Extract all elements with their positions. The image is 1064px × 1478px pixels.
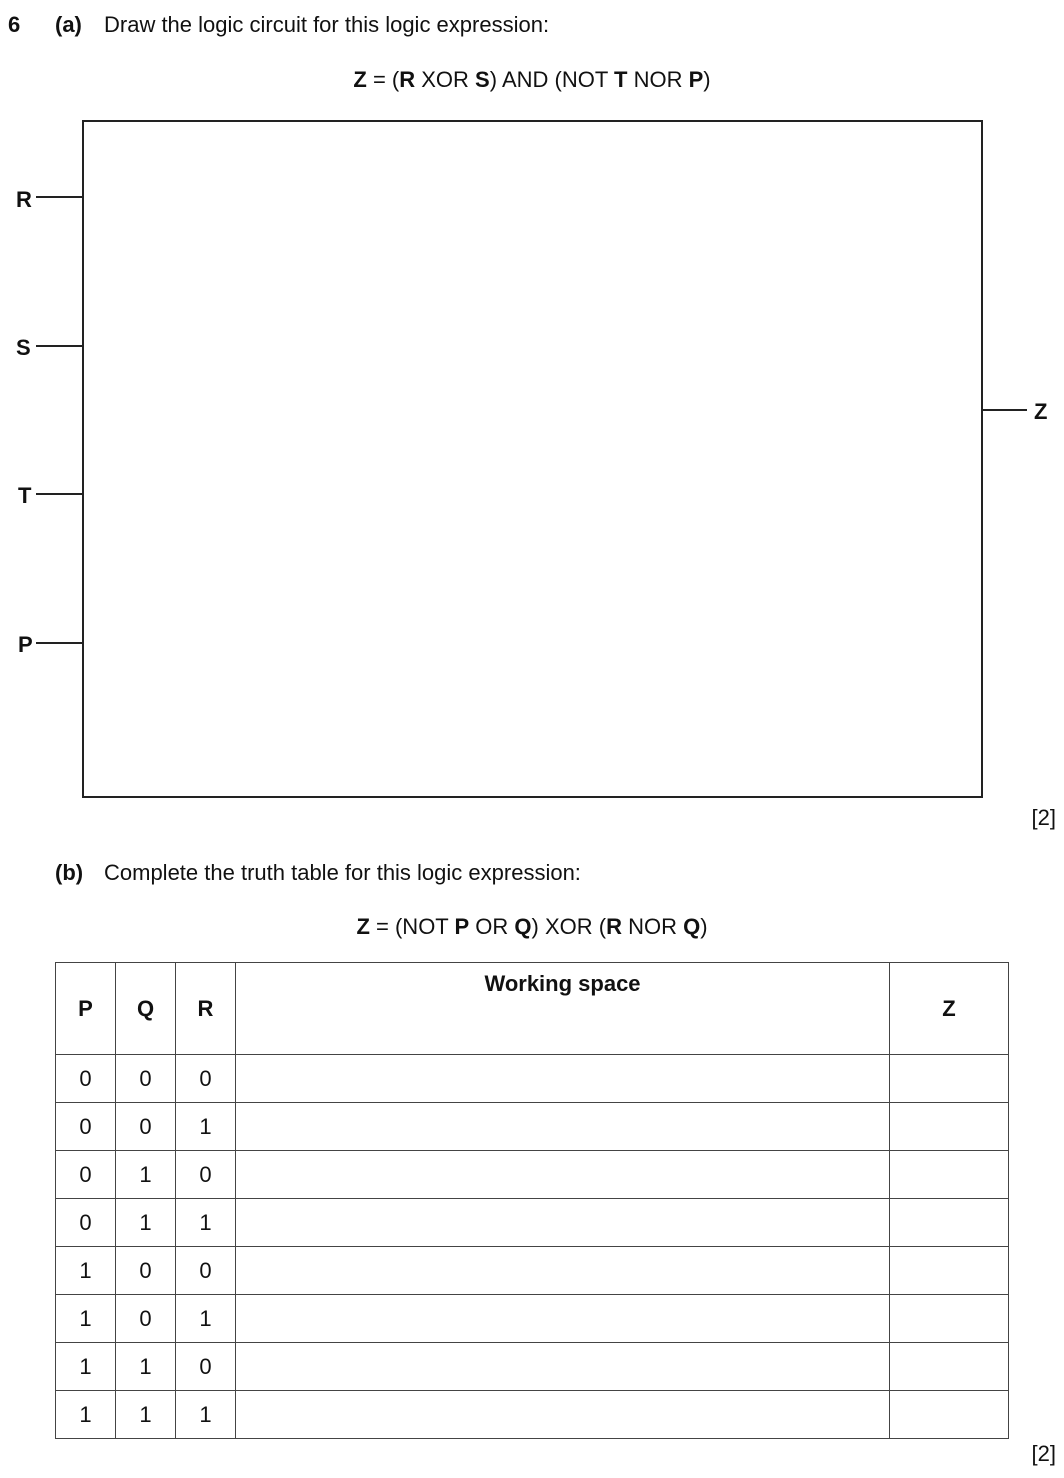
working-space-cell[interactable] — [236, 1103, 890, 1151]
table-row — [56, 1343, 1009, 1391]
cell-r: 0 — [176, 1151, 236, 1199]
input-wire-r — [36, 196, 82, 198]
expression-segment: NOR — [627, 67, 689, 92]
expression-segment: XOR — [415, 67, 476, 92]
z-answer-cell[interactable] — [890, 1055, 1009, 1103]
part-b-marks: [2] — [1031, 1441, 1056, 1466]
cell-p: 1 — [56, 1295, 116, 1343]
expression-segment: R — [606, 914, 622, 939]
table-row — [56, 1247, 1009, 1295]
cell-q: 1 — [116, 1151, 176, 1199]
table-row — [56, 1055, 1009, 1103]
output-label-z: Z — [1034, 399, 1048, 424]
table-row — [56, 1199, 1009, 1247]
part-b-instruction: Complete the truth table for this logic expression: — [104, 860, 581, 885]
truth-table — [55, 962, 1009, 1439]
output-wire-z — [981, 409, 1027, 411]
cell-p: 1 — [56, 1391, 116, 1439]
expression-segment: Z — [353, 67, 367, 92]
part-a-marks: [2] — [1031, 805, 1056, 830]
cell-p: 1 — [56, 1247, 116, 1295]
expression-segment: S — [475, 67, 490, 92]
z-answer-cell[interactable] — [890, 1247, 1009, 1295]
cell-r: 0 — [176, 1247, 236, 1295]
cell-r: 1 — [176, 1199, 236, 1247]
expression-segment: OR — [469, 914, 515, 939]
expression-segment: ) XOR ( — [531, 914, 607, 939]
cell-p: 0 — [56, 1103, 116, 1151]
header-q: Q — [116, 963, 176, 1055]
expression-segment: P — [688, 67, 704, 92]
cell-q: 0 — [116, 1103, 176, 1151]
working-space-cell[interactable] — [236, 1295, 890, 1343]
cell-r: 0 — [176, 1055, 236, 1103]
expression-segment: ) — [700, 914, 708, 939]
input-wire-p — [36, 642, 82, 644]
input-wire-s — [36, 345, 82, 347]
input-label-r: R — [16, 187, 32, 212]
expression-segment: Q — [683, 914, 701, 939]
z-answer-cell[interactable] — [890, 1151, 1009, 1199]
table-row — [56, 1151, 1009, 1199]
table-row — [56, 1391, 1009, 1439]
expression-segment: Q — [514, 914, 532, 939]
part-a-instruction: Draw the logic circuit for this logic expression: — [104, 12, 550, 37]
part-a-label: (a) — [55, 12, 82, 37]
expression-segment: = (NOT — [369, 914, 455, 939]
working-space-cell[interactable] — [236, 1199, 890, 1247]
z-answer-cell[interactable] — [890, 1103, 1009, 1151]
header-working-space: Working space — [236, 963, 890, 1055]
cell-p: 1 — [56, 1343, 116, 1391]
z-answer-cell[interactable] — [890, 1199, 1009, 1247]
z-answer-cell[interactable] — [890, 1295, 1009, 1343]
input-label-t: T — [18, 483, 32, 508]
part-b-label: (b) — [55, 860, 84, 885]
cell-r: 1 — [176, 1391, 236, 1439]
cell-q: 0 — [116, 1055, 176, 1103]
expression-segment: Z — [356, 914, 370, 939]
cell-q: 1 — [116, 1391, 176, 1439]
input-wire-t — [36, 493, 82, 495]
input-label-p: P — [18, 632, 33, 657]
expression-segment: R — [399, 67, 416, 92]
cell-r: 1 — [176, 1295, 236, 1343]
cell-r: 0 — [176, 1343, 236, 1391]
cell-r: 1 — [176, 1103, 236, 1151]
part-a-expression — [0, 67, 1064, 93]
input-label-s: S — [16, 335, 31, 360]
working-space-cell[interactable] — [236, 1391, 890, 1439]
expression-segment: ) — [703, 67, 711, 92]
z-answer-cell[interactable] — [890, 1343, 1009, 1391]
cell-q: 0 — [116, 1295, 176, 1343]
working-space-cell[interactable] — [236, 1055, 890, 1103]
cell-p: 0 — [56, 1199, 116, 1247]
cell-q: 1 — [116, 1199, 176, 1247]
expression-segment: = ( — [366, 67, 400, 92]
cell-p: 0 — [56, 1151, 116, 1199]
header-z: Z — [890, 963, 1009, 1055]
part-b-expression — [0, 914, 1064, 940]
z-answer-cell[interactable] — [890, 1391, 1009, 1439]
cell-q: 0 — [116, 1247, 176, 1295]
working-space-cell[interactable] — [236, 1151, 890, 1199]
expression-segment: P — [454, 914, 470, 939]
cell-p: 0 — [56, 1055, 116, 1103]
table-row — [56, 1103, 1009, 1151]
cell-q: 1 — [116, 1343, 176, 1391]
table-row — [56, 1295, 1009, 1343]
expression-segment: T — [614, 67, 628, 92]
working-space-cell[interactable] — [236, 1343, 890, 1391]
expression-segment: NOR — [621, 914, 684, 939]
expression-segment: ) AND (NOT — [489, 67, 614, 92]
header-r: R — [176, 963, 236, 1055]
question-number: 6 — [8, 12, 21, 37]
truth-table-header — [56, 963, 1009, 1055]
circuit-drawing-area[interactable] — [82, 120, 983, 798]
header-p: P — [56, 963, 116, 1055]
working-space-cell[interactable] — [236, 1247, 890, 1295]
